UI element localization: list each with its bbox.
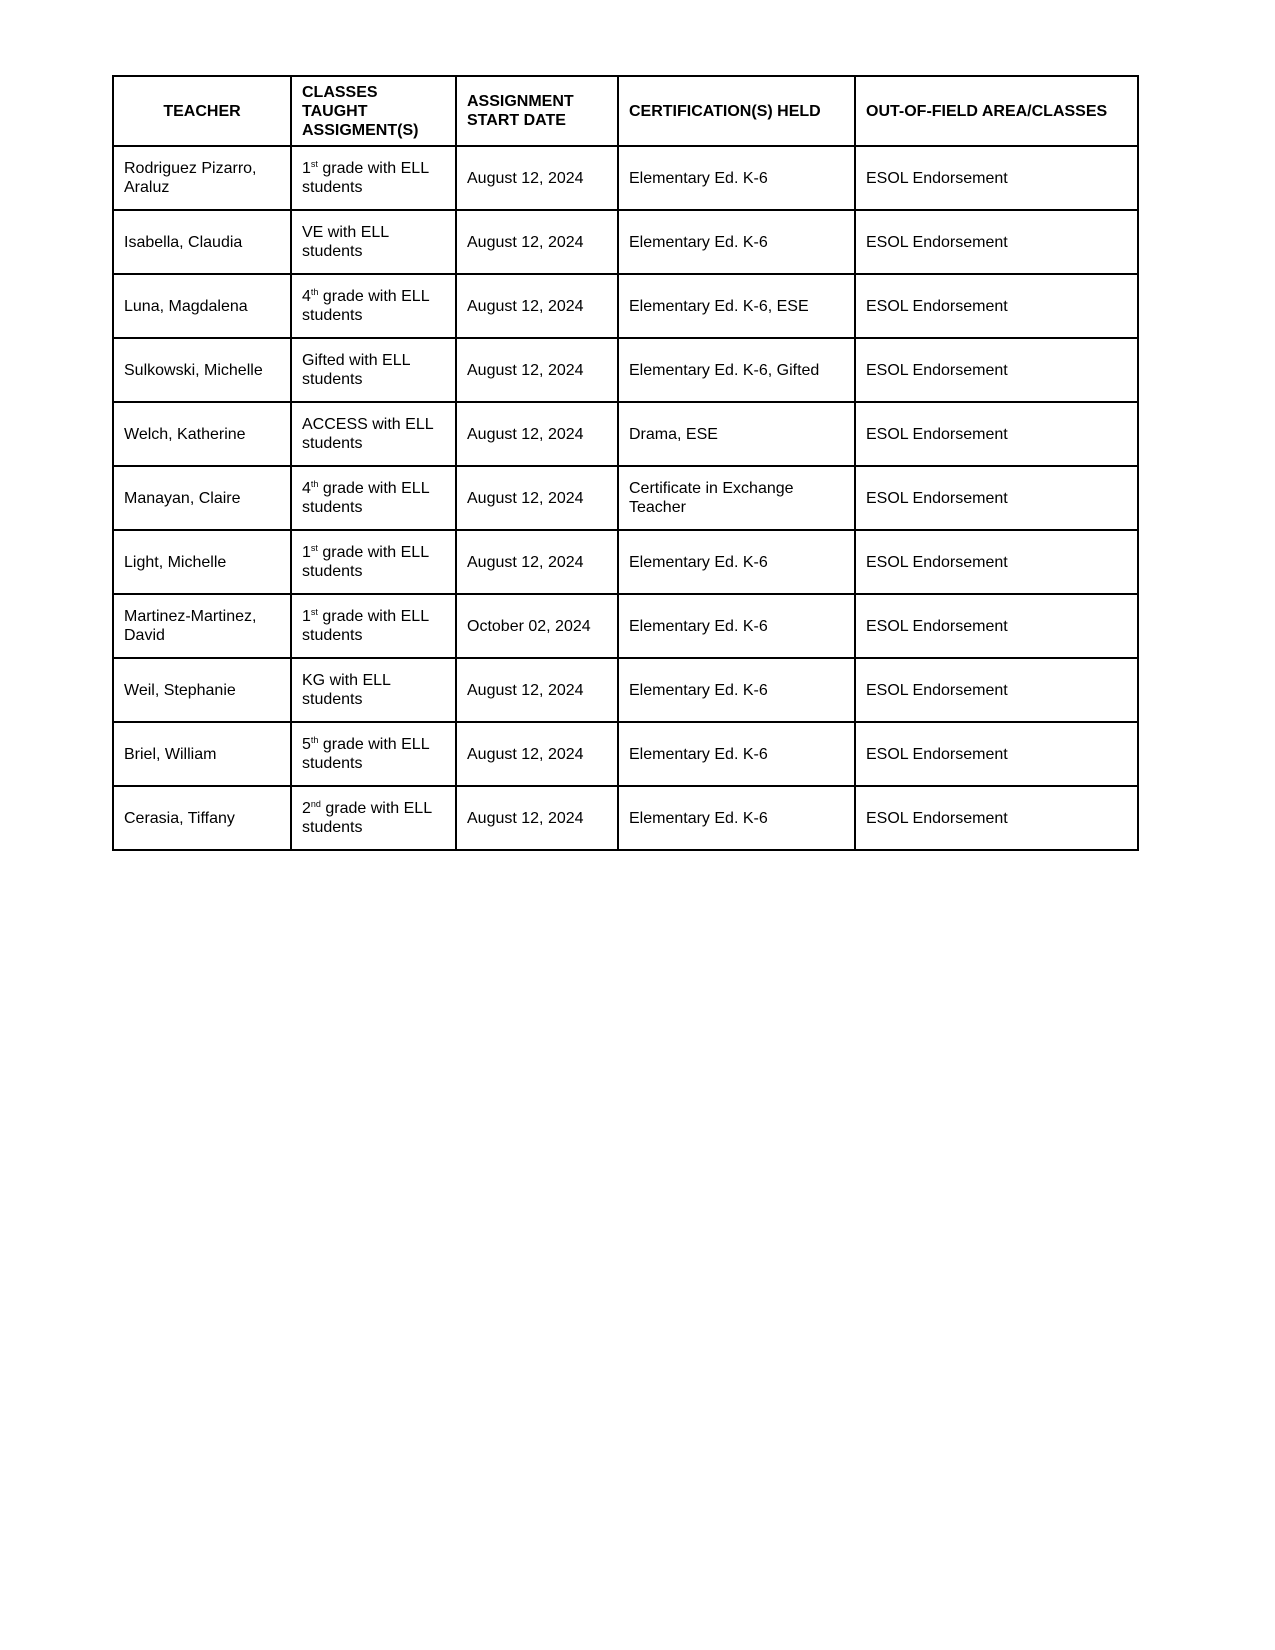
table-row [113,146,1138,210]
start-date: August 12, 2024 [467,489,584,507]
out-of-field-cell [855,466,1138,530]
out-of-field-cell [855,402,1138,466]
classes-text-pre: KG with ELL students [302,672,391,708]
table-row [113,466,1138,530]
classes-text-post: grade with ELL students [302,544,429,580]
start-date-cell [456,722,618,786]
classes-text-pre: 1 [302,544,311,561]
classes-cell [291,402,456,466]
certification: Elementary Ed. K-6, ESE [629,297,809,315]
start-date-cell [456,594,618,658]
classes-cell [291,466,456,530]
classes-cell [291,594,456,658]
out-of-field: ESOL Endorsement [866,553,1008,571]
start-date-cell [456,658,618,722]
table-header [113,76,1138,146]
certification-cell [618,210,855,274]
table-row [113,338,1138,402]
out-of-field: ESOL Endorsement [866,425,1008,443]
start-date: August 12, 2024 [467,233,584,251]
out-of-field-cell [855,146,1138,210]
table-body [113,146,1138,850]
out-of-field: ESOL Endorsement [866,169,1008,187]
teacher-name: Cerasia, Tiffany [124,809,235,827]
classes-cell [291,274,456,338]
teacher-name: Sulkowski, Michelle [124,361,263,379]
classes-text-pre: 2 [302,800,311,817]
start-date-cell [456,530,618,594]
certification: Elementary Ed. K-6 [629,809,768,827]
certification-cell [618,466,855,530]
start-date-cell [456,338,618,402]
certification: Elementary Ed. K-6 [629,169,768,187]
certification: Certificate in Exchange Teacher [629,480,794,516]
classes-text-post: grade with ELL students [302,800,432,836]
out-of-field: ESOL Endorsement [866,681,1008,699]
teacher-cell [113,722,291,786]
classes-cell [291,530,456,594]
classes-text-pre: 1 [302,160,311,177]
certification: Drama, ESE [629,425,718,443]
out-of-field-cell [855,338,1138,402]
teacher-name: Weil, Stephanie [124,681,236,699]
out-of-field-cell [855,658,1138,722]
start-date: August 12, 2024 [467,809,584,827]
table-row [113,594,1138,658]
certification: Elementary Ed. K-6 [629,553,768,571]
teacher-cell [113,146,291,210]
start-date-cell [456,402,618,466]
classes-text-pre: 5 [302,736,311,753]
classes-cell [291,722,456,786]
out-of-field: ESOL Endorsement [866,233,1008,251]
teacher-name: Martinez-Martinez, David [124,608,257,644]
classes-text-post: grade with ELL students [302,736,430,772]
table-row [113,722,1138,786]
start-date-cell [456,210,618,274]
teacher-cell [113,210,291,274]
teacher-assignment-table [112,75,1139,851]
certification-cell [618,658,855,722]
classes-text-pre: VE with ELL students [302,224,389,260]
start-date: August 12, 2024 [467,169,584,187]
ordinal-suffix: th [310,735,319,745]
ordinal-suffix: st [310,607,318,617]
classes-cell [291,786,456,850]
table-row [113,530,1138,594]
classes-text-pre: 4 [302,480,311,497]
teacher-name: Light, Michelle [124,553,227,571]
certification-cell [618,530,855,594]
header-start-date: ASSIGNMENT START DATE [456,76,618,146]
start-date: August 12, 2024 [467,553,584,571]
classes-text-post: grade with ELL students [302,288,430,324]
ordinal-suffix: th [310,287,319,297]
out-of-field: ESOL Endorsement [866,489,1008,507]
certification: Elementary Ed. K-6 [629,745,768,763]
classes-cell [291,210,456,274]
header-certifications: CERTIFICATION(S) HELD [618,76,855,146]
out-of-field: ESOL Endorsement [866,809,1008,827]
start-date-cell [456,466,618,530]
certification-cell [618,722,855,786]
start-date: August 12, 2024 [467,297,584,315]
certification: Elementary Ed. K-6 [629,681,768,699]
classes-text-pre: 1 [302,608,311,625]
classes-text-pre: ACCESS with ELL students [302,416,434,452]
certification-cell [618,594,855,658]
certification-cell [618,146,855,210]
start-date-cell [456,146,618,210]
certification-cell [618,338,855,402]
teacher-cell [113,530,291,594]
header-out-of-field: OUT-OF-FIELD AREA/CLASSES [855,76,1138,146]
certification: Elementary Ed. K-6, Gifted [629,361,820,379]
out-of-field-cell [855,210,1138,274]
ordinal-suffix: st [310,543,318,553]
out-of-field: ESOL Endorsement [866,617,1008,635]
teacher-name: Rodriguez Pizarro, Araluz [124,160,257,196]
teacher-cell [113,786,291,850]
out-of-field-cell [855,530,1138,594]
out-of-field-cell [855,786,1138,850]
teacher-name: Luna, Magdalena [124,297,248,315]
classes-text-post: grade with ELL students [302,160,429,196]
table-row [113,274,1138,338]
teacher-name: Welch, Katherine [124,425,246,443]
classes-text-post: grade with ELL students [302,608,429,644]
out-of-field: ESOL Endorsement [866,361,1008,379]
certification: Elementary Ed. K-6 [629,617,768,635]
teacher-cell [113,466,291,530]
certification-cell [618,274,855,338]
teacher-cell [113,402,291,466]
table-row [113,402,1138,466]
start-date: August 12, 2024 [467,681,584,699]
ordinal-suffix: th [310,479,319,489]
out-of-field: ESOL Endorsement [866,297,1008,315]
classes-text-post: grade with ELL students [302,480,430,516]
certification: Elementary Ed. K-6 [629,233,768,251]
teacher-name: Briel, William [124,745,217,763]
certification-cell [618,786,855,850]
classes-cell [291,658,456,722]
ordinal-suffix: st [310,159,318,169]
start-date: August 12, 2024 [467,361,584,379]
classes-cell [291,338,456,402]
certification-cell [618,402,855,466]
out-of-field: ESOL Endorsement [866,745,1008,763]
header-row [113,76,1138,146]
start-date-cell [456,786,618,850]
table-row [113,210,1138,274]
table-row [113,658,1138,722]
start-date: August 12, 2024 [467,425,584,443]
teacher-name: Manayan, Claire [124,489,241,507]
teacher-cell [113,594,291,658]
teacher-cell [113,274,291,338]
ordinal-suffix: nd [310,799,321,809]
teacher-cell [113,658,291,722]
classes-text-pre: 4 [302,288,311,305]
start-date: August 12, 2024 [467,745,584,763]
table-row [113,786,1138,850]
header-classes-taught: CLASSES TAUGHT ASSIGMENT(S) [291,76,456,146]
out-of-field-cell [855,722,1138,786]
out-of-field-cell [855,594,1138,658]
teacher-cell [113,338,291,402]
out-of-field-cell [855,274,1138,338]
classes-text-pre: Gifted with ELL students [302,352,410,388]
start-date: October 02, 2024 [467,617,591,635]
teacher-name: Isabella, Claudia [124,233,243,251]
header-teacher: TEACHER [113,76,291,146]
classes-cell [291,146,456,210]
start-date-cell [456,274,618,338]
